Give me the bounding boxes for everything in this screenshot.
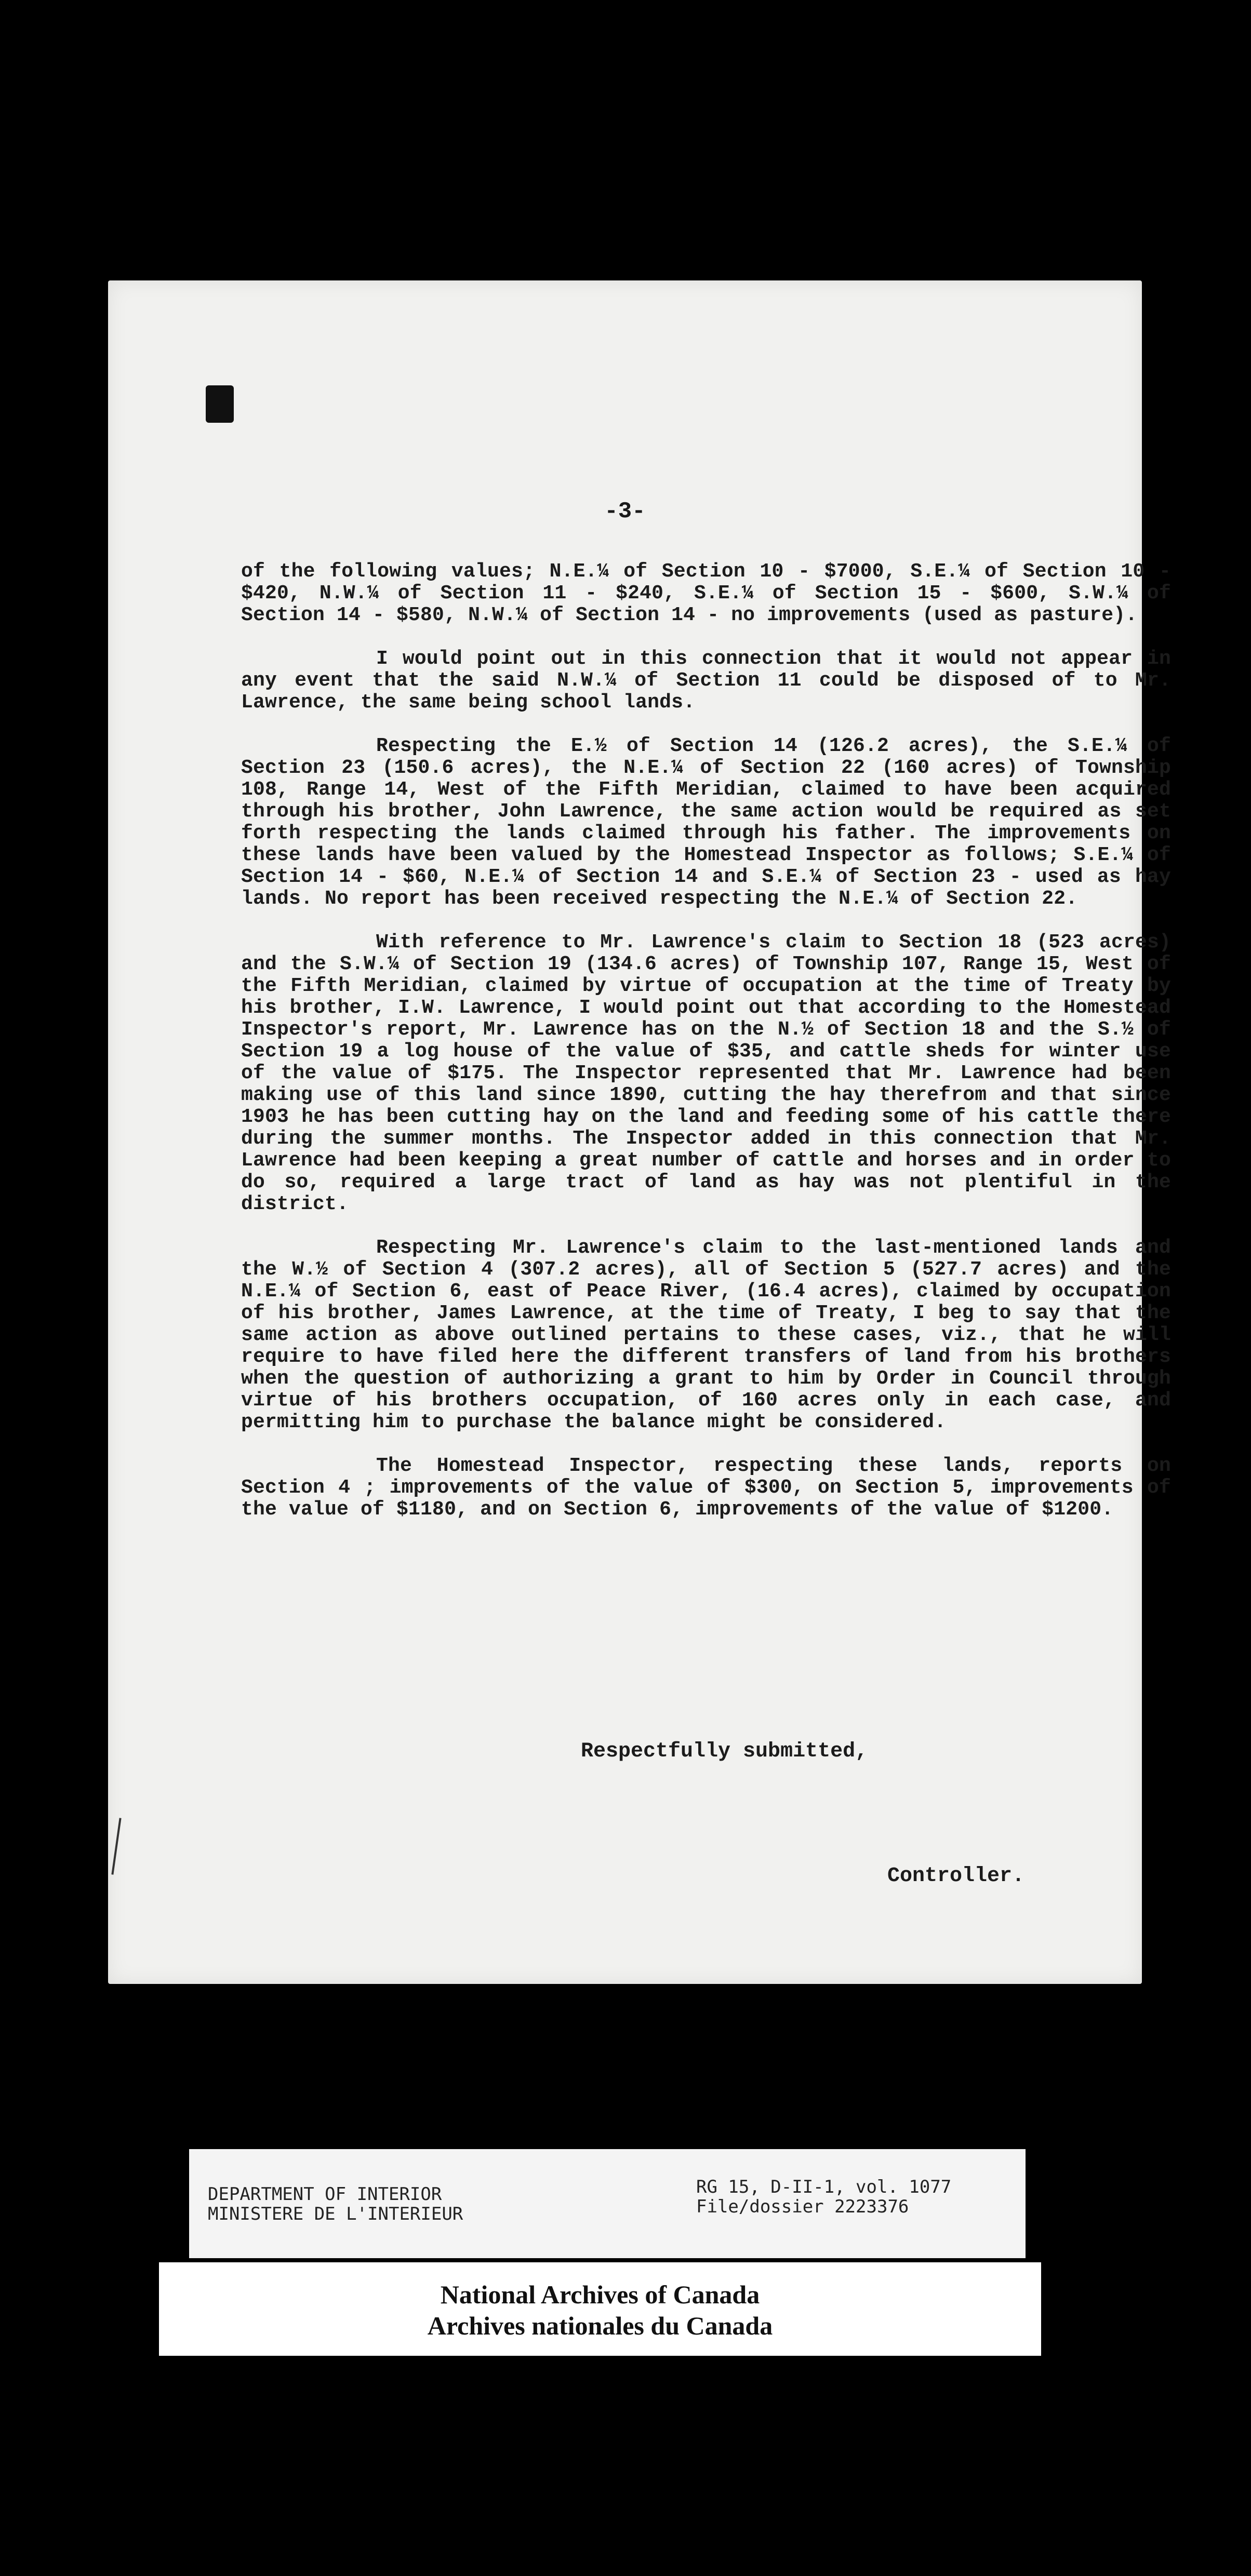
reference-label [189,2149,1026,2258]
paragraph-3: Respecting the E.½ of Section 14 (126.2 acres), the S.E.¼ of Section 23 (150.6 acres), the N.E.¼ of Section 22 (160 acres) of Township 108, Range 14, West of the Fifth Meridian, claimed to have been acquired through his brother, John Lawrence, the same action would be required as set forth respecting the lands claimed through his father. The improvements on these lands have been valued by the Homestead Inspector as follows; S.E.¼ of Section 14 - $60, N.E.¼ of Section 14 and S.E.¼ of Section 23 - used as hay lands. No report has been received respecting the N.E.¼ of Section 22. [241,735,1171,910]
archive-label [159,2262,1041,2356]
department-fr: MINISTERE DE L'INTERIEUR [208,2204,463,2224]
page-number: -3- [604,499,646,525]
paragraph-2: I would point out in this connection that it would not appear in any event that the said N.W.¼ of Section 11 could be disposed of to Mr. Lawrence, the same being school lands. [241,648,1171,714]
letter-body [241,561,1171,1542]
closing-line: Respectfully submitted, [581,1740,868,1763]
punch-hole-mark [206,385,234,423]
department-names [208,2184,463,2224]
document-page [108,280,1171,1984]
department-en: DEPARTMENT OF INTERIOR [208,2184,442,2205]
paragraph-5: Respecting Mr. Lawrence's claim to the last-mentioned lands and the W.½ of Section 4 (307.2 acres), all of Section 5 (527.7 acres) and the N.E.¼ of Section 6, east of Peace River, (16.4 acres), claimed by occupation of his brother, James Lawrence, at the time of Treaty, I beg to say that the same action as above outlined pertains to these cases, viz., that he will require to have filed here the different transfers of land from his brothers when the question of authorizing a grant to him by Order in Council through virtue of his brothers occupation, of 160 acres only in each case, and permitting him to purchase the balance might be considered. [241,1237,1171,1433]
archive-reference [696,2177,951,2217]
paragraph-4: With reference to Mr. Lawrence's claim to Section 18 (523 acres) and the S.W.¼ of Section 19 (134.6 acres) of Township 107, Range 15, West of the Fifth Meridian, claimed by virtue of occupation at the time of Treaty by his brother, I.W. Lawrence, I would point out that according to the Homestead Inspector's report, Mr. Lawrence has on the N.½ of Section 18 and the S.½ of Section 19 a log house of the value of $35, and cattle sheds for winter use of the value of $175. The Inspector represented that Mr. Lawrence had been making use of this land since 1890, cutting the hay therefrom and that since 1903 he has been cutting hay on the land and feeding some of his cattle there during the summer months. The Inspector added in this connection that Mr. Lawrence had been keeping a great number of cattle and horses and in order to do so, required a large tract of land as hay was not plentiful in the district. [241,931,1171,1215]
paragraph-1: of the following values; N.E.¼ of Section 10 - $7000, S.E.¼ of Section 10 - $420, N.W.¼ of Section 11 - $240, S.E.¼ of Section 15 - $600, S.W.¼ of Section 14 - $580, N.W.¼ of Section 14 - no improvements (used as pasture). [241,560,1171,626]
paragraph-6: The Homestead Inspector, respecting these lands, reports on Section 4 ; improvements of the value of $300, on Section 5, improvements of the value of $1180, and on Section 6, improvements of the value of $1200. [241,1455,1171,1521]
record-group: RG 15, D-II-1, vol. 1077 [696,2177,952,2197]
signature-title: Controller. [887,1864,1025,1888]
archive-name-en: National Archives of Canada [440,2280,760,2309]
file-number: File/dossier 2223376 [696,2196,909,2217]
archive-name-fr: Archives nationales du Canada [427,2311,773,2340]
margin-mark [111,1818,121,1874]
